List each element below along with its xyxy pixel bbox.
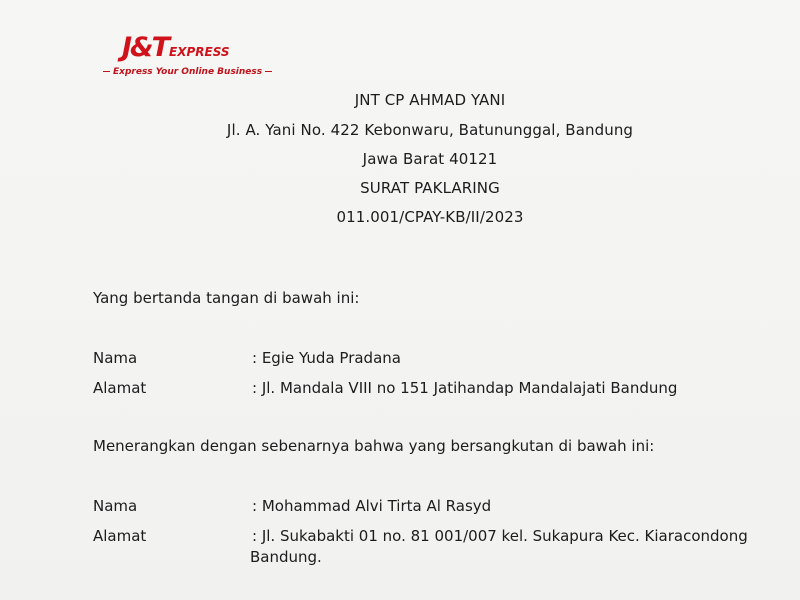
subject-name-label: Nama	[93, 497, 138, 515]
subject-intro: Menerangkan dengan sebenarnya bahwa yang bersangkutan di bawah ini:	[93, 437, 655, 455]
signatory-address-value: : Jl. Mandala VIII no 151 Jatihandap Mandalajati Bandung	[252, 379, 678, 397]
subject-address-value-line2: Bandung.	[250, 548, 322, 566]
logo-suffix: EXPRESS	[169, 45, 230, 59]
signatory-name-label: Nama	[93, 349, 138, 367]
logo-tagline	[100, 67, 275, 77]
company-address-line2: Jawa Barat 40121	[362, 150, 498, 168]
subject-address-label: Alamat	[93, 527, 147, 545]
jt-express-logo	[96, 34, 266, 82]
company-address-line1: Jl. A. Yani No. 422 Kebonwaru, Batununggal, Bandung	[226, 121, 634, 139]
signatory-intro: Yang bertanda tangan di bawah ini:	[93, 289, 360, 307]
logo-wordmark	[122, 34, 230, 61]
company-name: JNT CP AHMAD YANI	[354, 91, 506, 109]
tagline-dash-right	[265, 71, 272, 72]
subject-address-value-line1: : Jl. Sukabakti 01 no. 81 001/007 kel. Sukapura Kec. Kiaracondong	[252, 527, 748, 545]
document-title: SURAT PAKLARING	[360, 179, 500, 197]
subject-name-value: : Mohammad Alvi Tirta Al Rasyd	[252, 497, 492, 515]
logo-tagline-text: Express Your Online Business	[113, 67, 263, 77]
tagline-dash-left	[103, 71, 110, 72]
signatory-address-label: Alamat	[93, 379, 147, 397]
document-number: 011.001/CPAY-KB/II/2023	[336, 208, 524, 226]
logo-brand: J&T	[122, 32, 169, 63]
signatory-name-value: : Egie Yuda Pradana	[252, 349, 401, 367]
